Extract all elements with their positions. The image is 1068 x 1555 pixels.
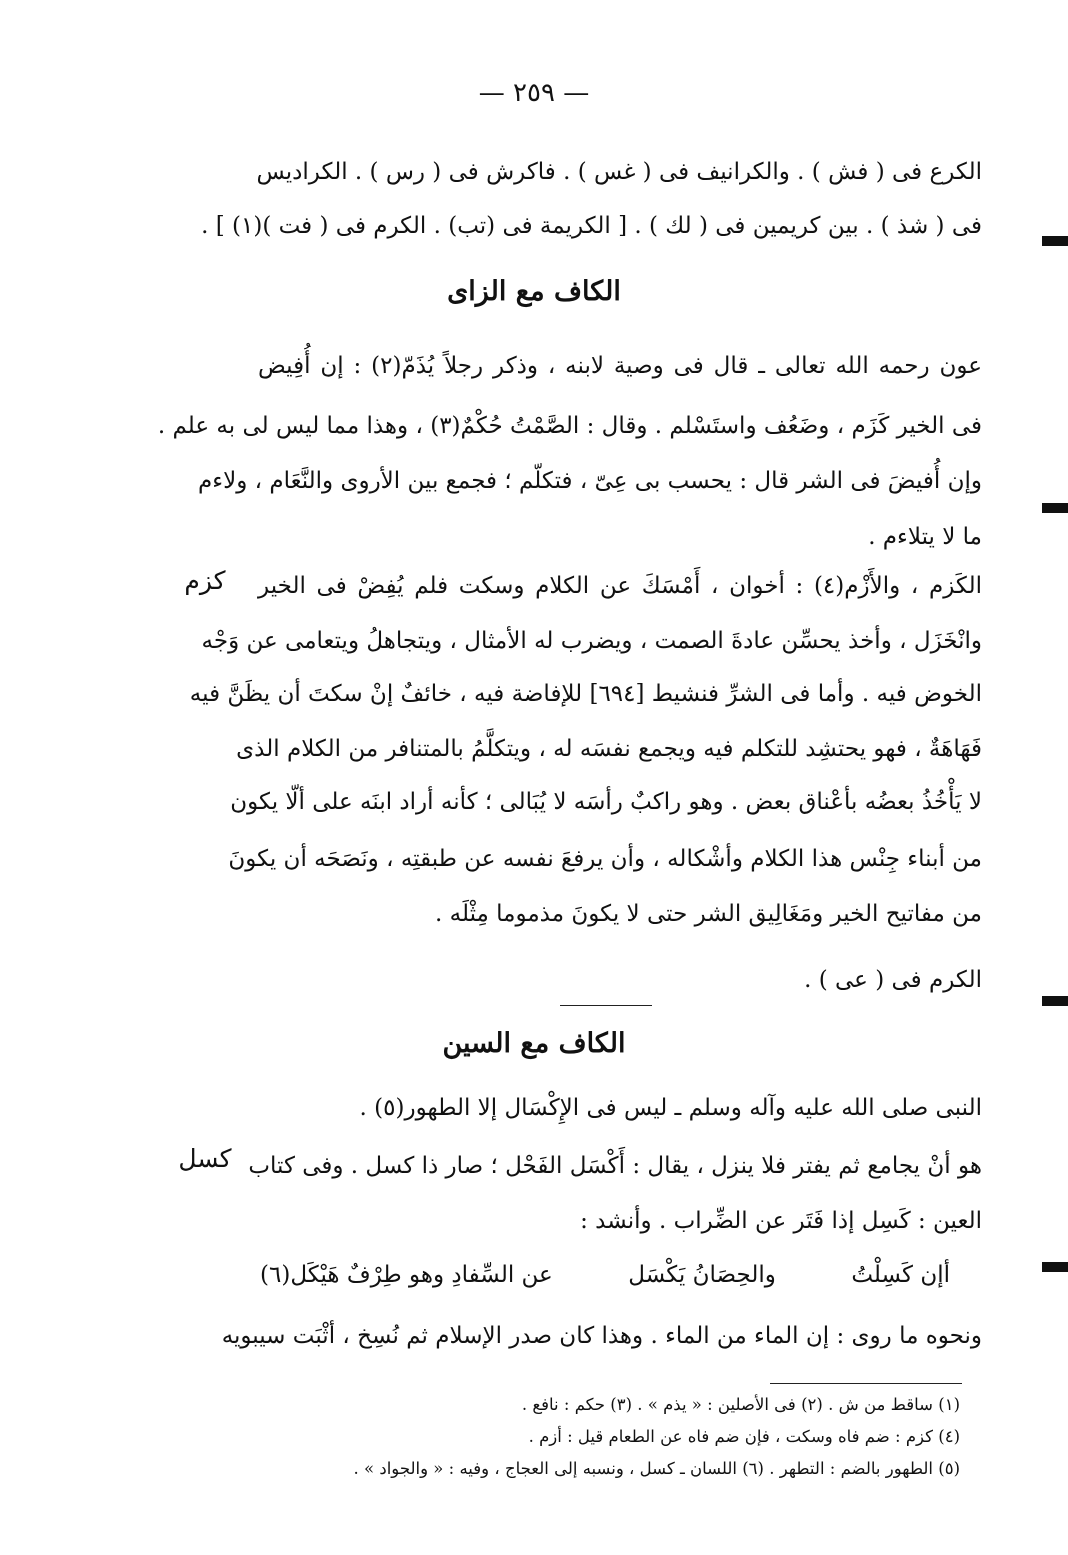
- margin-keyword-kasal: كسل: [178, 1144, 232, 1173]
- commentary-line: فَهَاهَةٌ ، فهو يحتشِد للتكلم فيه ويجمع نفسَه له ، ويتكلَّمُ بالمتنافر من الكلام الذى: [236, 736, 982, 762]
- poem-hemistich-2: والحِصَانُ يَكْسَل: [628, 1262, 776, 1288]
- body-line: وإن أُفيضَ فى الشر قال : يحسب بى عِىّ ، فتكلّم ؛ فجمع بين الأروى والنَّعَام ، ولاءم: [198, 468, 982, 494]
- commentary-line: لا يَأْخُذُ بعضُه بأعْناق بعض . وهو راكبٌ رأسَه لا يُبَالى ؛ كأنه أراد ابنَه على ألّا يكون: [230, 789, 982, 815]
- margin-keyword-kazm: كزم: [184, 566, 226, 595]
- poem-hemistich-3: عن السِّفادِ وهو طِرْفٌ هَيْكَل(٦): [260, 1262, 553, 1288]
- commentary-line: الخوض فيه . وأما فى الشرِّ فنشيط [٦٩٤] للإفاضة فيه ، خائفٌ إنْ سكتَ أن يظَنَّ فيه: [189, 681, 982, 707]
- hadith-line: النبى صلى الله عليه وآله وسلم ـ ليس فى الإِكْسَال إلا الطهور(٥) .: [359, 1095, 982, 1121]
- commentary-line: الكَزم ، والأَزْم(٤) : أخوان ، أَمْسَكَ عن الكلام وسكت فلم يُفِضْ فى الخير: [258, 573, 982, 599]
- commentary-line: من مفاتيح الخير ومَغَالِيق الشر حتى لا يكونَ مذموما مِثْلَه .: [435, 901, 982, 927]
- footnote-line: (٤) كزم : ضم فاه وسكت ، فإن ضم فاه عن الطعام قيل : أزم .: [528, 1427, 960, 1446]
- body-line: ونحوه ما روى : إن الماء من الماء . وهذا كان صدر الإسلام ثم نُسِخ ، أثْبَت سيبويه: [221, 1323, 982, 1349]
- page-number: — ٢٥٩ —: [478, 78, 590, 108]
- poem-verse: [260, 1262, 950, 1288]
- footnote-line: (١) ساقط من ش . (٢) فى الأصلين : « يذم » . (٣) حكم : نافع .: [521, 1395, 960, 1414]
- section-divider: [560, 1005, 652, 1006]
- body-line: فى الخير كَزَم ، وضَعُف واستَسْلم . وقال : الصَّمْتُ حُكْمٌ(٣) ، وهذا مما ليس لى به علم .: [157, 413, 982, 439]
- commentary-line: من أبناء جِنْس هذا الكلام وأشْكاله ، وأن يرفعَ نفسه عن طبقتِه ، ونَصَحَه أن يكونَ: [228, 846, 982, 872]
- body-line: عون رحمه الله تعالى ـ قال فى وصية لابنه ، وذكر رجلاً يُذَمّ(٢) : إن أُفِيض: [258, 353, 982, 379]
- footnote-separator: [770, 1383, 962, 1384]
- poem-hemistich-1: أإن كَسِلْتُ: [851, 1262, 950, 1288]
- body-line: العين : كَسِل إذا فَتَر عن الضِّراب . وأنشد :: [580, 1208, 982, 1234]
- body-line: فى ( شذ ) . بين كريمين فى ( لك ) . [ الكريمة فى (تب) . الكرم فى ( فت )(١) ] .: [201, 213, 982, 239]
- section-heading-kaf-zay: الكاف مع الزاى: [447, 276, 621, 307]
- edge-mark: [1042, 503, 1068, 513]
- body-line: هو أنْ يجامع ثم يفتر فلا ينزل ، يقال : أَكْسَل الفَحْل ؛ صار ذا كسل . وفى كتاب: [248, 1153, 982, 1179]
- commentary-line: وانْخَزَل ، وأخذ يحسِّن عادةَ الصمت ، ويضرب له الأمثال ، ويتجاهلُ ويتعامى عن وَجْه: [201, 628, 982, 654]
- edge-mark: [1042, 1262, 1068, 1272]
- edge-mark: [1042, 236, 1068, 246]
- cross-reference-line: الكرم فى ( عى ) .: [804, 967, 982, 993]
- body-line: ما لا يتلاءم .: [868, 524, 982, 550]
- footnote-line: (٥) الطهور بالضم : التطهر . (٦) اللسان ـ كسل ، ونسبه إلى العجاج ، وفيه : « والجواد » .: [353, 1459, 960, 1478]
- edge-mark: [1042, 996, 1068, 1006]
- body-line: الكرع فى ( فش ) . والكرانيف فى ( غس ) . فاكرش فى ( رس ) . الكراديس: [256, 159, 982, 185]
- section-heading-kaf-sin: الكاف مع السين: [442, 1028, 626, 1059]
